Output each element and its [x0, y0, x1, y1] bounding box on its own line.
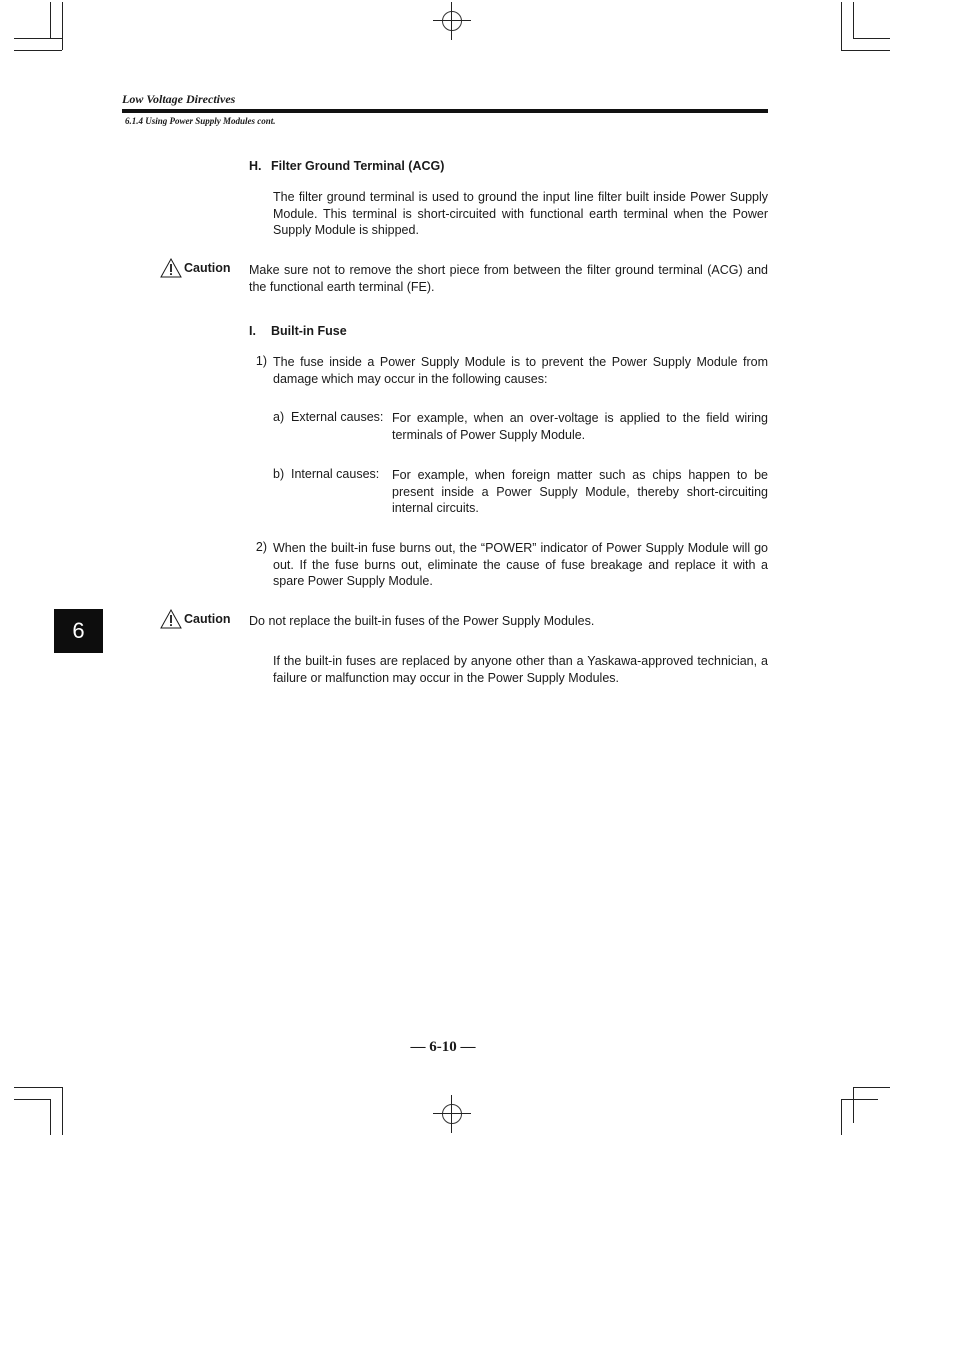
page-number: — 6-10 — [410, 1039, 476, 1055]
sub-a-marker: a) [273, 410, 285, 424]
section-h-heading [249, 159, 444, 173]
section-h-title: Filter Ground Terminal (ACG) [271, 159, 445, 173]
sub-b-label: Internal causes: [291, 467, 380, 481]
section-i-heading [249, 324, 347, 338]
breadcrumb: 6.1.4 Using Power Supply Modules cont. [125, 116, 276, 126]
caution-1-text: Make sure not to remove the short piece from between the filter ground terminal (ACG) and the functional earth terminal (FE). [249, 263, 768, 294]
sub-b-marker: b) [273, 467, 285, 481]
item-2-number: 2) [255, 540, 267, 554]
caution-2-text-label: Caution [184, 612, 231, 626]
chapter-tab: 6 [54, 609, 103, 653]
caution-1-text-label: Caution [184, 261, 231, 275]
item-2-text: When the built-in fuse burns out, the “POWER” indicator of Power Supply Module will go out. If the fuse burns out, eliminate the cause of fuse breakage and replace it with a spare Power Supply Module. [273, 541, 768, 588]
sub-a-label: External causes: [291, 410, 384, 424]
item-1-text: The fuse inside a Power Supply Module is to prevent the Power Supply Module from damage which may occur in the following causes: [273, 355, 768, 386]
sub-b-text: For example, when foreign matter such as chips happen to be present inside a Power Supply Module, thereby short-circuiting internal circuits. [392, 468, 768, 515]
running-title: Low Voltage Directives [122, 92, 236, 106]
caution-2-label [160, 609, 231, 629]
caution-2-text: Do not replace the built-in fuses of the Power Supply Modules. [249, 614, 595, 628]
section-i-letter: I. [249, 324, 256, 338]
warning-triangle-icon [160, 609, 182, 629]
section-h-body: The filter ground terminal is used to ground the input line filter built inside Power Supply Module. This terminal is short-circuited with functional earth terminal when the Power Supply Module is shipped. [273, 190, 768, 237]
item-1-number: 1) [255, 354, 267, 368]
section-h-letter: H. [249, 159, 262, 173]
header-rule [122, 109, 768, 113]
caution-2-detail: If the built-in fuses are replaced by anyone other than a Yaskawa-approved technician, a failure or malfunction may occur in the Power Supply Modules. [273, 654, 768, 685]
warning-triangle-icon [160, 258, 182, 278]
caution-1-label [160, 258, 231, 278]
sub-a-text: For example, when an over-voltage is applied to the field wiring terminals of Power Supply Module. [392, 411, 768, 442]
section-i-title: Built-in Fuse [271, 324, 347, 338]
